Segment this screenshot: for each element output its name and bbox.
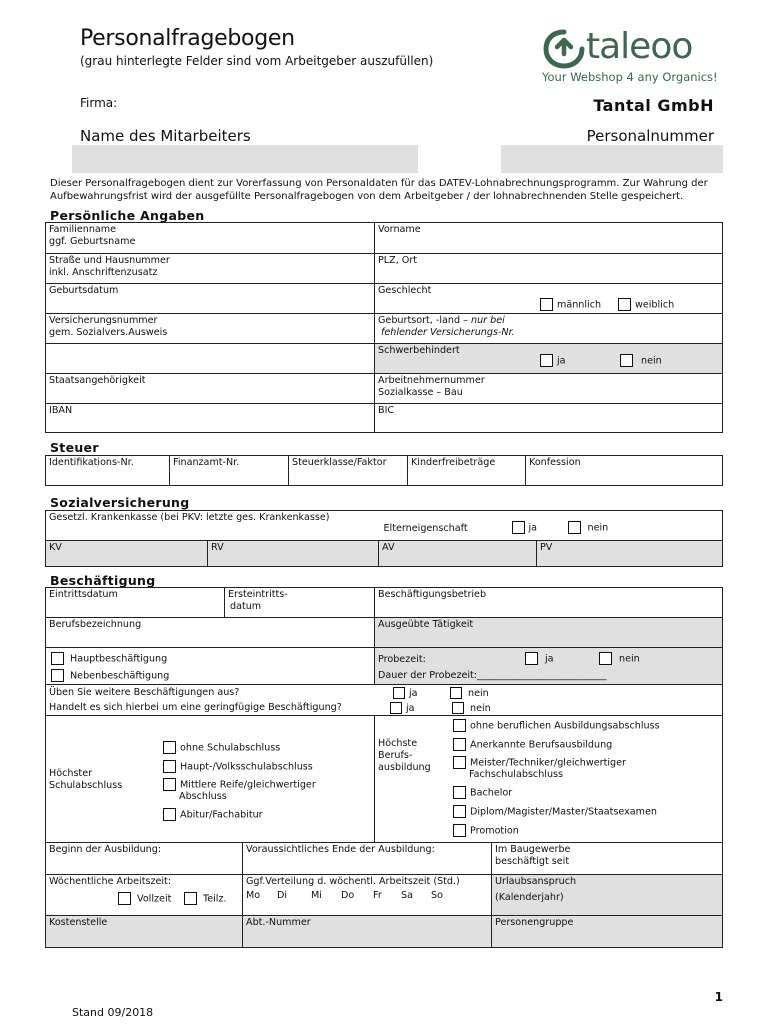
option-maennlich[interactable] bbox=[540, 298, 601, 312]
maennlich-label: männlich bbox=[557, 299, 602, 311]
option-nebenbeschaeftigung[interactable] bbox=[51, 669, 169, 683]
geringfuegig-nein-label: nein bbox=[470, 703, 491, 714]
eltern-ja-label: ja bbox=[528, 522, 538, 534]
hoechste-berufsausbildung-label-3: ausbildung bbox=[378, 762, 431, 773]
ersteintrittsdatum-label-2: datum bbox=[230, 601, 262, 612]
section-heading-sozial: Sozialversicherung bbox=[50, 495, 190, 510]
beschaeftigung-table bbox=[45, 587, 723, 948]
intro-text: Dieser Personalfragebogen dient zur Vorerfassung von Personaldaten für das DATEV-Lohnabrechnungsprogramm. Zur Wahrung der Aufbewahrungsfrist wird der ausgefüllte Personalfragebogen von dem Arbeitgeber / der lohnabrechnenden Stelle gespeichert. bbox=[50, 178, 708, 202]
probezeit-label: Probezeit: bbox=[378, 654, 426, 665]
option-anerkannte-ausbildung[interactable] bbox=[453, 738, 612, 752]
checkbox-geringfuegig-nein[interactable] bbox=[452, 702, 464, 714]
strasse-field[interactable] bbox=[46, 254, 375, 284]
option-weiblich[interactable] bbox=[618, 298, 674, 312]
ja-label: ja bbox=[557, 355, 566, 367]
checkbox-nebenbeschaeftigung[interactable] bbox=[51, 669, 64, 682]
dauer-probezeit-label: Dauer der Probezeit:___________________________ bbox=[378, 670, 607, 681]
verteilung-field[interactable] bbox=[243, 875, 492, 916]
kostenstelle-field[interactable] bbox=[46, 916, 243, 948]
personalnummer-label: Personalnummer bbox=[586, 127, 714, 145]
checkbox-schwerbehindert-ja[interactable] bbox=[540, 354, 553, 367]
staatsangehoerigkeit-field[interactable] bbox=[46, 374, 375, 404]
ersteintrittsdatum-label: Ersteintritts- bbox=[228, 589, 288, 600]
sozialkasse-bau-label: Sozialkasse – Bau bbox=[378, 387, 463, 398]
day-sa: Sa bbox=[401, 890, 413, 901]
familienname-field[interactable] bbox=[46, 223, 375, 254]
option-abitur[interactable] bbox=[163, 808, 263, 822]
verteilung-label: Ggf.Verteilung d. wöchentl. Arbeitszeit (Std.) bbox=[246, 876, 460, 887]
eltern-nein-label: nein bbox=[587, 522, 609, 534]
mittlere-reife-label-2: Abschluss bbox=[179, 791, 227, 802]
hoechster-schulabschluss-label-2: Schulabschluss bbox=[49, 780, 123, 791]
berufsausbildung-field bbox=[375, 716, 723, 843]
checkbox-anerkannte-ausbildung[interactable] bbox=[453, 738, 466, 751]
hoechste-berufsausbildung-label: Höchste bbox=[378, 738, 418, 749]
probezeit-ja-label: ja bbox=[545, 653, 554, 665]
geburtsname-label: ggf. Geburtsname bbox=[49, 236, 136, 247]
rv-label: RV bbox=[211, 542, 224, 553]
geringfuegig-frage-label: Handelt es sich hierbei um eine geringfügige Beschäftigung? bbox=[49, 702, 342, 713]
meister-label-2: Fachschulabschluss bbox=[469, 769, 564, 780]
beginn-ausbildung-field[interactable] bbox=[46, 843, 243, 875]
checkbox-weitere-nein[interactable] bbox=[450, 687, 462, 699]
geschlecht-field bbox=[375, 284, 723, 314]
option-meister[interactable] bbox=[453, 756, 626, 770]
ohne-schulabschluss-label: ohne Schulabschluss bbox=[180, 742, 281, 754]
checkbox-hauptbeschaeftigung[interactable] bbox=[51, 652, 64, 665]
option-probezeit-nein[interactable] bbox=[599, 652, 640, 666]
kv-field[interactable] bbox=[46, 541, 208, 567]
baugewerbe-label: Im Baugewerbe bbox=[495, 844, 571, 855]
weiblich-label: weiblich bbox=[635, 299, 675, 311]
weitere-beschaeftigungen-field bbox=[46, 685, 723, 716]
vorname-field[interactable] bbox=[375, 223, 723, 254]
option-geringfuegig-ja[interactable] bbox=[390, 702, 415, 715]
stand-footer: Stand 09/2018 bbox=[72, 1006, 154, 1019]
familienname-label: Familienname bbox=[49, 224, 117, 235]
checkbox-maennlich[interactable] bbox=[540, 298, 553, 311]
checkbox-weiblich[interactable] bbox=[618, 298, 631, 311]
ausgeuebte-taetigkeit-field[interactable] bbox=[375, 618, 723, 648]
krankenkasse-label: Gesetzl. Krankenkasse (bei PKV: letzte ges. Krankenkasse) bbox=[49, 512, 330, 523]
checkbox-probezeit-nein[interactable] bbox=[599, 652, 612, 665]
woechentliche-arbeitszeit-label: Wöchentliche Arbeitszeit: bbox=[49, 876, 172, 887]
day-di: Di bbox=[277, 890, 288, 901]
personengruppe-field[interactable] bbox=[492, 916, 723, 948]
anerkannte-ausbildung-label: Anerkannte Berufsausbildung bbox=[470, 739, 613, 751]
kostenstelle-label: Kostenstelle bbox=[49, 917, 108, 928]
plz-ort-label: PLZ, Ort bbox=[378, 255, 418, 266]
versicherungsnummer-field[interactable] bbox=[46, 314, 375, 344]
kinderfreibetraege-label: Kinderfreibeträge bbox=[411, 457, 496, 468]
eintrittsdatum-label: Eintrittsdatum bbox=[49, 589, 118, 600]
sozial-table bbox=[45, 510, 723, 567]
steuerklasse-field[interactable] bbox=[289, 456, 408, 486]
schulabschluss-field bbox=[46, 716, 375, 843]
beschaeftigungsbetrieb-field[interactable] bbox=[375, 588, 723, 618]
logo-icon bbox=[542, 28, 586, 70]
steuer-table bbox=[45, 455, 723, 486]
diplom-label: Diplom/Magister/Master/Staatsexamen bbox=[470, 806, 657, 818]
berufsbezeichnung-field[interactable] bbox=[46, 618, 375, 648]
page-title: Personalfragebogen bbox=[80, 26, 295, 51]
kinderfreibetraege-field[interactable] bbox=[408, 456, 526, 486]
option-ohne-schulabschluss[interactable] bbox=[163, 741, 280, 755]
personengruppe-label: Personengruppe bbox=[495, 917, 574, 928]
section-heading-personal: Persönliche Angaben bbox=[50, 208, 205, 223]
option-eltern-nein[interactable] bbox=[568, 521, 609, 535]
firma-value: Tantal GmbH bbox=[593, 96, 714, 115]
bachelor-label: Bachelor bbox=[470, 787, 513, 799]
sozialvers-ausweis-label: gem. Sozialvers.Ausweis bbox=[49, 327, 168, 338]
checkbox-hauptschulabschluss[interactable] bbox=[163, 760, 176, 773]
urlaubsanspruch-label: Urlaubsanspruch bbox=[495, 876, 577, 887]
geburtsdatum-label: Geburtsdatum bbox=[49, 285, 119, 296]
hauptschulabschluss-label: Haupt-/Volksschulabschluss bbox=[180, 761, 313, 773]
vorname-label: Vorname bbox=[378, 224, 421, 235]
finanzamtnr-label: Finanzamt-Nr. bbox=[173, 457, 240, 468]
teilzeit-label: Teilz. bbox=[203, 893, 227, 905]
geringfuegig-ja-label: ja bbox=[406, 703, 415, 714]
staatsangehoerigkeit-label: Staatsangehörigkeit bbox=[49, 375, 146, 386]
av-label: AV bbox=[382, 542, 395, 553]
urlaubsanspruch-field[interactable] bbox=[492, 875, 723, 916]
weitere-ja-label: ja bbox=[409, 688, 418, 699]
option-hauptschulabschluss[interactable] bbox=[163, 760, 313, 774]
checkbox-meister[interactable] bbox=[453, 756, 466, 769]
checkbox-schwerbehindert-nein[interactable] bbox=[620, 354, 633, 367]
steuerklasse-label: Steuerklasse/Faktor bbox=[292, 457, 387, 468]
abitur-label: Abitur/Fachabitur bbox=[180, 809, 263, 821]
ende-ausbildung-label: Voraussichtliches Ende der Ausbildung: bbox=[246, 844, 435, 855]
geburtsort-label: Geburtsort, -land – bbox=[378, 315, 468, 326]
beginn-ausbildung-label: Beginn der Ausbildung: bbox=[49, 844, 162, 855]
day-fr: Fr bbox=[373, 890, 382, 901]
vollzeit-label: Vollzeit bbox=[137, 893, 172, 905]
av-field[interactable] bbox=[379, 541, 537, 567]
personal-table bbox=[45, 222, 723, 433]
geschlecht-label: Geschlecht bbox=[378, 285, 432, 296]
mittlere-reife-label: Mittlere Reife/gleichwertiger bbox=[180, 779, 316, 791]
krankenkasse-field[interactable] bbox=[46, 511, 379, 541]
anschriftenzusatz-label: inkl. Anschriftenzusatz bbox=[49, 267, 158, 278]
checkbox-probezeit-ja[interactable] bbox=[525, 652, 538, 665]
meister-label: Meister/Techniker/gleichwertiger bbox=[470, 757, 626, 769]
identifikationsnr-field[interactable] bbox=[46, 456, 170, 486]
baugewerbe-field[interactable] bbox=[492, 843, 723, 875]
hauptbeschaeftigung-label: Hauptbeschäftigung bbox=[70, 653, 168, 665]
ersteintrittsdatum-field[interactable] bbox=[225, 588, 375, 618]
geburtsdatum-field[interactable] bbox=[46, 284, 375, 314]
option-mittlere-reife[interactable] bbox=[163, 778, 316, 792]
hoechster-schulabschluss-label: Höchster bbox=[49, 768, 93, 779]
employee-name-label: Name des Mitarbeiters bbox=[80, 127, 251, 145]
ausgeuebte-taetigkeit-label: Ausgeübte Tätigkeit bbox=[378, 619, 474, 630]
page-number: 1 bbox=[714, 990, 723, 1004]
kalenderjahr-label: (Kalenderjahr) bbox=[495, 892, 564, 903]
checkbox-geringfuegig-ja[interactable] bbox=[390, 702, 402, 714]
checkbox-promotion[interactable] bbox=[453, 824, 466, 837]
abt-nummer-field[interactable] bbox=[243, 916, 492, 948]
logo-wordmark: taleoo bbox=[586, 26, 693, 67]
plz-ort-field[interactable] bbox=[375, 254, 723, 284]
woechentliche-arbeitszeit-field bbox=[46, 875, 243, 916]
iban-label: IBAN bbox=[49, 405, 73, 416]
section-heading-beschaeftigung: Beschäftigung bbox=[50, 573, 156, 588]
nebenbeschaeftigung-label: Nebenbeschäftigung bbox=[70, 670, 170, 682]
page-subtitle: (grau hinterlegte Felder sind vom Arbeitgeber auszufüllen) bbox=[80, 54, 434, 68]
konfession-field[interactable] bbox=[526, 456, 723, 486]
ohne-ausbildung-label: ohne beruflichen Ausbildungsabschluss bbox=[470, 720, 660, 732]
eintrittsdatum-field[interactable] bbox=[46, 588, 225, 618]
geburtsort-field[interactable] bbox=[375, 314, 723, 344]
beschaeftigungsart-field bbox=[46, 648, 375, 685]
option-weitere-nein[interactable] bbox=[450, 687, 489, 700]
checkbox-bachelor[interactable] bbox=[453, 786, 466, 799]
rv-field[interactable] bbox=[208, 541, 379, 567]
option-probezeit-ja[interactable] bbox=[525, 652, 554, 666]
checkbox-diplom[interactable] bbox=[453, 805, 466, 818]
option-hauptbeschaeftigung[interactable] bbox=[51, 652, 167, 666]
firma-label: Firma: bbox=[80, 96, 118, 110]
geburtsort-note-2: fehlender Versicherungs-Nr. bbox=[381, 327, 515, 338]
checkbox-eltern-nein[interactable] bbox=[568, 521, 581, 534]
section-heading-steuer: Steuer bbox=[50, 440, 99, 455]
checkbox-ohne-ausbildung[interactable] bbox=[453, 719, 466, 732]
empty-field[interactable] bbox=[46, 344, 375, 374]
iban-field[interactable] bbox=[46, 404, 375, 433]
bic-field[interactable] bbox=[375, 404, 723, 433]
strasse-label: Straße und Hausnummer bbox=[49, 255, 170, 266]
option-geringfuegig-nein[interactable] bbox=[452, 702, 491, 715]
company-logo bbox=[540, 26, 720, 86]
option-diplom[interactable] bbox=[453, 805, 657, 819]
pv-label: PV bbox=[540, 542, 553, 553]
elterneigenschaft-field bbox=[379, 511, 723, 541]
promotion-label: Promotion bbox=[470, 825, 519, 837]
option-bachelor[interactable] bbox=[453, 786, 512, 800]
logo-tagline: Your Webshop 4 any Organics! bbox=[542, 70, 718, 84]
weitere-nein-label: nein bbox=[468, 688, 489, 699]
option-schwerbehindert-nein[interactable] bbox=[620, 354, 662, 368]
kv-label: KV bbox=[49, 542, 62, 553]
schwerbehindert-label: Schwerbehindert bbox=[378, 345, 460, 356]
arbeitnehmernummer-label: Arbeitnehmernummer bbox=[378, 375, 485, 386]
checkbox-eltern-ja[interactable] bbox=[512, 521, 525, 534]
checkbox-abitur[interactable] bbox=[163, 808, 176, 821]
employee-name-field[interactable] bbox=[72, 145, 418, 173]
option-schwerbehindert-ja[interactable] bbox=[540, 354, 566, 368]
option-promotion[interactable] bbox=[453, 824, 519, 838]
option-vollzeit[interactable] bbox=[118, 892, 171, 906]
checkbox-mittlere-reife[interactable] bbox=[163, 778, 176, 791]
elterneigenschaft-label: Elterneigenschaft bbox=[383, 523, 468, 534]
option-ohne-ausbildung[interactable] bbox=[453, 719, 660, 733]
konfession-label: Konfession bbox=[529, 457, 581, 468]
versicherungsnummer-label: Versicherungsnummer bbox=[49, 315, 158, 326]
probezeit-field bbox=[375, 648, 723, 685]
pv-field[interactable] bbox=[537, 541, 723, 567]
checkbox-vollzeit[interactable] bbox=[118, 892, 131, 905]
geburtsort-note: nur bei bbox=[470, 315, 505, 326]
day-mo: Mo bbox=[246, 890, 261, 901]
day-mi: Mi bbox=[311, 890, 322, 901]
bic-label: BIC bbox=[378, 405, 395, 416]
day-so: So bbox=[431, 890, 443, 901]
berufsbezeichnung-label: Berufsbezeichnung bbox=[49, 619, 142, 630]
weitere-frage-label: Üben Sie weitere Beschäftigungen aus? bbox=[49, 687, 240, 698]
hoechste-berufsausbildung-label-2: Berufs- bbox=[378, 750, 413, 761]
identifikationsnr-label: Identifikations-Nr. bbox=[49, 457, 134, 468]
checkbox-teilzeit[interactable] bbox=[184, 892, 197, 905]
option-weitere-ja[interactable] bbox=[393, 687, 418, 700]
ende-ausbildung-field[interactable] bbox=[243, 843, 492, 875]
probezeit-nein-label: nein bbox=[619, 653, 640, 665]
beschaeftigungsbetrieb-label: Beschäftigungsbetrieb bbox=[378, 589, 487, 600]
checkbox-weitere-ja[interactable] bbox=[393, 687, 405, 699]
day-do: Do bbox=[341, 890, 355, 901]
finanzamtnr-field[interactable] bbox=[170, 456, 289, 486]
baugewerbe-label-2: beschäftigt seit bbox=[495, 856, 570, 867]
option-eltern-ja[interactable] bbox=[512, 521, 538, 535]
checkbox-ohne-schulabschluss[interactable] bbox=[163, 741, 176, 754]
arbeitnehmernummer-field[interactable] bbox=[375, 374, 723, 404]
nein-label: nein bbox=[641, 355, 662, 367]
option-teilzeit[interactable] bbox=[184, 892, 227, 906]
abt-nummer-label: Abt.-Nummer bbox=[246, 917, 311, 928]
personalnummer-field[interactable] bbox=[501, 145, 723, 173]
schwerbehindert-field bbox=[375, 344, 723, 374]
